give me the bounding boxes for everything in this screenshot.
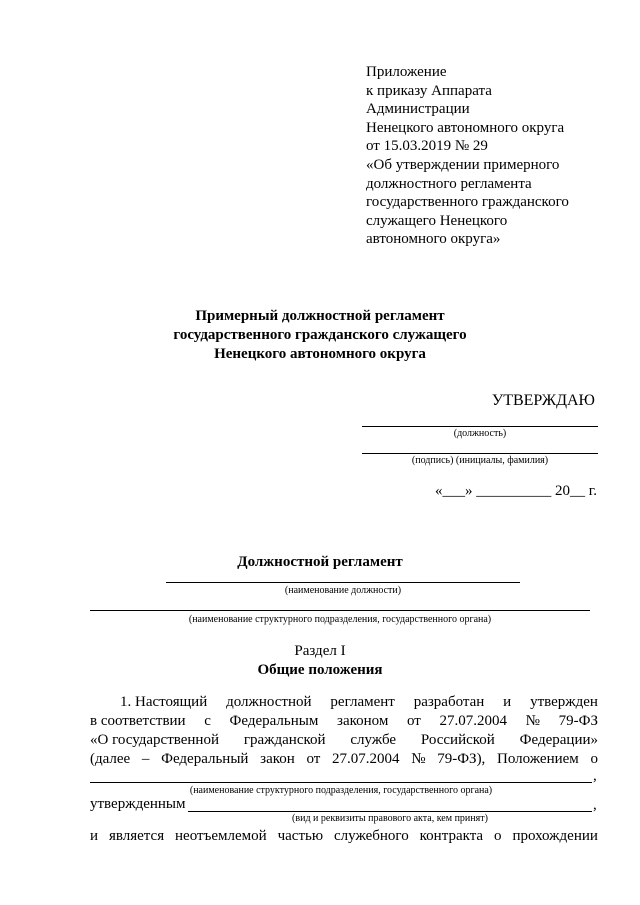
appendix-line: должностного регламента <box>366 175 532 192</box>
body-unit-caption: (наименование структурного подразделения, государственного органа) <box>189 785 493 796</box>
unit-name-caption: (наименование структурного подразделения, государственного органа) <box>188 614 492 625</box>
appendix-line: автономного округа» <box>366 231 501 248</box>
appendix-line: от 15.03.2019 № 29 <box>366 138 488 155</box>
approved-label: утвержденным <box>90 796 186 812</box>
approval-date-line: «___» __________ 20__ г. <box>435 483 597 499</box>
legal-act-caption: (вид и реквизиты правового акта, кем принят) <box>292 813 488 824</box>
appendix-line: Ненецкого автономного округа <box>366 119 565 136</box>
signature-caption: (подпись) (инициалы, фамилия) <box>411 455 549 466</box>
paragraph-line: «О государственной гражданской службе Российской Федерации» <box>90 732 598 748</box>
appendix-line: к приказу Аппарата <box>366 82 492 99</box>
section-number: Раздел I <box>294 643 346 659</box>
position-name-caption: (наименование должности) <box>284 585 402 596</box>
approval-heading: УТВЕРЖДАЮ <box>491 392 595 409</box>
signature-blank-line <box>362 453 598 454</box>
title-line: Ненецкого автономного округа <box>214 346 426 362</box>
appendix-line: государственного гражданского <box>366 194 569 211</box>
position-blank-line <box>362 426 598 427</box>
document-title <box>0 307 640 364</box>
unit-name-blank-line <box>90 610 590 611</box>
position-name-blank-line <box>166 582 520 583</box>
position-caption: (должность) <box>453 428 507 439</box>
section-title: Общие положения <box>257 662 383 678</box>
body-unit-comma: , <box>593 768 597 784</box>
regulation-heading: Должностной регламент <box>237 554 403 570</box>
paragraph-line: в соответствии с Федеральным законом от 27.07.2004 № 79-ФЗ <box>90 713 598 729</box>
appendix-line: Администрации <box>366 101 470 118</box>
paragraph-line: (далее – Федеральный закон от 27.07.2004 № 79-ФЗ), Положением о <box>90 751 598 767</box>
appendix-block <box>366 63 569 249</box>
paragraph-line: 1. Настоящий должностной регламент разработан и утвержден <box>120 694 598 710</box>
legal-act-blank-line <box>188 811 592 812</box>
legal-act-comma: , <box>593 797 597 813</box>
title-line: Примерный должностной регламент <box>195 308 445 324</box>
body-unit-blank-line <box>90 782 592 783</box>
title-line: государственного гражданского служащего <box>173 327 467 343</box>
appendix-line: «Об утверждении примерного <box>366 156 560 173</box>
appendix-line: служащего Ненецкого <box>366 212 508 229</box>
paragraph-line: и является неотъемлемой частью служебного контракта о прохождении <box>90 828 598 844</box>
appendix-line: Приложение <box>366 64 447 80</box>
